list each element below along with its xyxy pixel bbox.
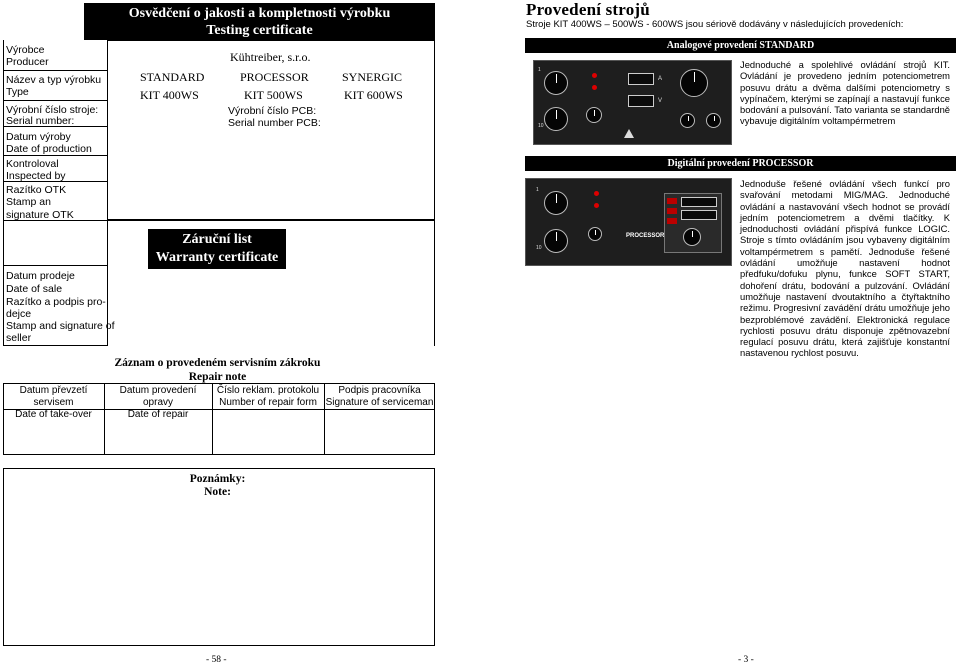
standard-control-panel-image: 1 10 A V [533, 60, 732, 145]
repair-note-cz: Záznam o provedeném servisním zákroku [114, 357, 321, 369]
repair-col-takeover-en: Date of take-over [15, 409, 92, 420]
processor-control-panel-image: 1 10 PROCESSOR [525, 178, 732, 266]
processor-knob-1 [544, 191, 568, 215]
standard-display-volt [628, 95, 654, 107]
variant-processor: PROCESSOR [240, 70, 309, 84]
variant-standard: STANDARD [140, 70, 205, 84]
sale-date-en: Date of sale [6, 283, 63, 295]
page-number-right: - 3 - [738, 655, 754, 665]
standard-display-volt-label: V [658, 98, 663, 104]
standard-display-amp-label: A [658, 76, 663, 82]
standard-description: Jednoduché a spolehlivé ovládání strojů KIT. Ovládání je provedeno jedním potenciometrem posuvu drátu a dvěma dalšími potenciometry s vypínačem, kterými se zapínají a nastavují funkce bodování a pulsování. Tato varianta se standardně vybavuje digitálním voltampérmetrem [740, 59, 950, 127]
standard-knob-5 [680, 113, 695, 128]
repair-col-takeover-cz: Datum převzetí servisem [19, 385, 88, 408]
field-production-date-cz: Datum výroby [6, 131, 71, 143]
variant-synergic: SYNERGIC [342, 70, 403, 84]
repair-col-form-number-cz: Číslo reklam. protokolu [216, 385, 320, 396]
repair-col-signature-en: Signature of serviceman [325, 397, 434, 408]
field-inspected-en: Inspected by [6, 170, 66, 182]
right-page-subtitle: Stroje KIT 400WS – 500WS - 600WS jsou sériově dodávány v následujících provedeních: [526, 19, 904, 30]
processor-brand-label: PROCESSOR [626, 233, 665, 239]
pcb-serial-en: Serial number PCB: [228, 117, 321, 129]
notes-label-en: Note: [204, 486, 231, 498]
sale-stamp-cz-2: dejce [6, 308, 32, 320]
processor-knob-main [683, 228, 701, 246]
field-production-date-en: Date of production [6, 143, 92, 155]
repair-col-form-number-en: Number of repair form [219, 397, 317, 408]
repair-col-takeover [3, 385, 104, 421]
certificate-header-cz: Osvědčení o jakosti a kompletnosti výrobku [128, 6, 391, 21]
certificate-header [84, 3, 435, 40]
processor-knob-2 [544, 229, 568, 253]
field-stamp-cz: Razítko OTK [6, 184, 67, 196]
processor-control-area [664, 193, 722, 253]
repair-col-repair-date-en: Date of repair [127, 409, 189, 420]
warranty-header [148, 229, 286, 269]
sale-date-cz: Datum prodeje [6, 270, 75, 282]
model-500: KIT 500WS [244, 88, 303, 102]
certificate-header-en: Testing certificate [206, 23, 313, 38]
sale-stamp-en-1: Stamp and signature of [6, 320, 115, 332]
standard-display-amp [628, 73, 654, 85]
standard-knob-6 [706, 113, 721, 128]
right-page-title: Provedení strojů [526, 0, 650, 19]
repair-col-signature [324, 385, 435, 409]
page-number-left: - 58 - [206, 655, 227, 665]
processor-section-bar: Digitální provedení PROCESSOR [525, 156, 956, 171]
sale-stamp-cz-1: Razítko a podpis pro- [6, 296, 106, 308]
repair-col-repair-date [104, 385, 212, 421]
notes-label [160, 473, 275, 499]
standard-section-bar: Analogové provedení STANDARD [525, 38, 956, 53]
model-600: KIT 600WS [344, 88, 403, 102]
sale-stamp-en-2: seller [6, 332, 32, 344]
field-stamp-en: Stamp an signature OTK [6, 196, 74, 221]
field-type-cz: Název a typ výrobku [6, 74, 102, 86]
repair-col-form-number [212, 385, 324, 409]
processor-knob-3 [588, 227, 602, 241]
warning-icon [624, 129, 634, 138]
standard-knob-2 [544, 107, 568, 131]
repair-col-signature-cz: Podpis pracovníka [338, 385, 421, 396]
pcb-serial-cz: Výrobní číslo PCB: [228, 105, 317, 117]
processor-description: Jednoduše řešené ovládání všech funkcí pro svařování metodami MIG/MAG. Jednoduché ovládání a nastavování všech hodnot se provádí jedním potenciometrem a dvěmi tlačítky. K jednoduchosti ovládání přispívá funkce LOGIC. Stroje s tímto ovládáním jsou vybaveny digitálním voltampérmetrem s pamětí. Jednoduše řešené ovládání umožňuje nastavení hodnot předfuku/dofuku plynu, funkce SOFT START, dohoření drátu, bodování a pulzování. Ovládání umožňuje nastavení dvoutaktního a čtyřtaktního režimu. Progresivní zavádění drátu umožňuje jeho bezproblémové zavádění. Elektronická regulace rychlosti posuvu drátu disponuje zpětnovazební regulací posuvu drátu, která zajišťuje konstantní nastavenou rychlost posuvu. [740, 178, 950, 359]
repair-note-header [110, 356, 325, 384]
warranty-header-en: Warranty certificate [155, 250, 279, 265]
repair-note-en: Repair note [188, 371, 247, 383]
field-inspected-cz: Kontroloval [6, 158, 59, 170]
standard-knob-4 [680, 69, 708, 97]
field-serial-en: Serial number: [6, 115, 75, 127]
product-info-box [107, 40, 435, 220]
standard-knob-3 [586, 107, 602, 123]
model-400: KIT 400WS [140, 88, 199, 102]
repair-col-repair-date-cz: Datum provedení opravy [119, 385, 197, 408]
field-producer-cz: Výrobce [6, 44, 45, 56]
field-producer-en: Producer [6, 56, 49, 68]
standard-knob-1 [544, 71, 568, 95]
warranty-header-cz: Záruční list [182, 232, 252, 247]
field-type-en: Type [6, 86, 29, 98]
field-serial-cz: Výrobní číslo stroje: [6, 104, 99, 116]
notes-label-cz: Poznámky: [189, 473, 246, 485]
manufacturer-name: Kühtreiber, s.r.o. [230, 50, 311, 64]
